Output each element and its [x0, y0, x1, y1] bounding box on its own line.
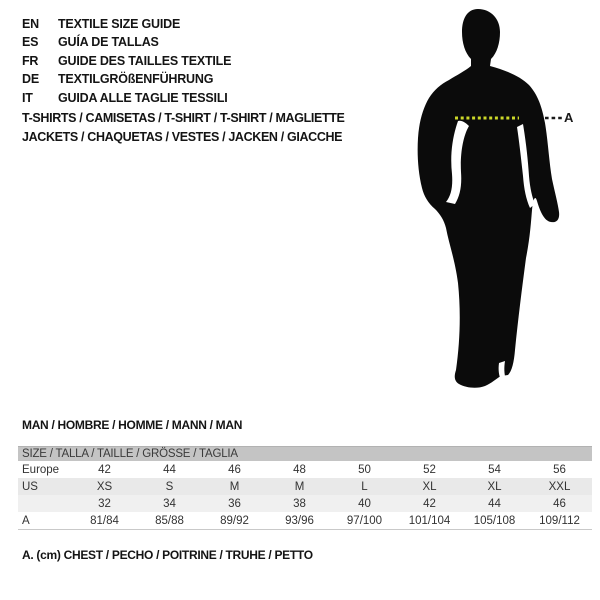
size-cell: XS	[96, 480, 113, 493]
size-cell: 40	[358, 497, 371, 510]
size-cell: 50	[358, 463, 371, 476]
size-cell: M	[294, 480, 305, 493]
category-titles	[22, 109, 345, 146]
lang-row-de	[22, 70, 231, 88]
size-cell: 85/88	[155, 514, 184, 527]
language-guide-list	[22, 15, 231, 107]
size-table	[18, 446, 592, 530]
measurement-figure	[400, 0, 600, 400]
size-cell: M	[229, 480, 240, 493]
size-cell: 38	[293, 497, 306, 510]
size-cell: 97/100	[346, 514, 383, 527]
size-cell: 48	[293, 463, 306, 476]
size-cell: L	[361, 480, 368, 493]
table-row-us	[18, 478, 592, 495]
lang-label: GUÍA DE TALLAS	[58, 35, 159, 50]
lang-label: TEXTILGRÖßENFÜHRUNG	[58, 72, 214, 87]
lang-code: FR	[22, 53, 39, 68]
size-cell: 89/92	[220, 514, 249, 527]
table-row-chest-a	[18, 512, 592, 529]
category-line-jackets: JACKETS / CHAQUETAS / VESTES / JACKEN / GIACCHE	[22, 129, 343, 144]
lang-label: TEXTILE SIZE GUIDE	[58, 17, 181, 31]
size-cell: 46	[553, 497, 566, 510]
lang-row-it	[22, 89, 231, 107]
measure-label-a: A	[564, 110, 574, 125]
size-cell: 105/108	[473, 514, 516, 527]
size-cell: 42	[423, 497, 436, 510]
size-cell: XL	[487, 480, 502, 493]
size-cell: 36	[228, 497, 241, 510]
size-cell: 52	[423, 463, 436, 476]
table-row-uk	[18, 495, 592, 512]
man-body-shape	[418, 9, 560, 388]
row-label: US	[22, 480, 38, 493]
section-title-man: MAN / HOMBRE / HOMME / MANN / MAN	[22, 418, 243, 432]
lang-code: ES	[22, 35, 39, 50]
size-cell: 44	[163, 463, 176, 476]
man-silhouette	[400, 0, 600, 400]
lang-row-fr	[22, 52, 231, 70]
size-cell: 54	[488, 463, 501, 476]
size-table-header: SIZE / TALLA / TAILLE / GRÖSSE / TAGLIA	[18, 446, 592, 461]
measurement-note: A. (cm) CHEST / PECHO / POITRINE / TRUHE / PETTO	[22, 548, 313, 562]
lang-code: EN	[22, 17, 39, 31]
row-label: A	[22, 514, 30, 527]
row-label: Europe	[22, 463, 60, 476]
size-cell: 32	[98, 497, 111, 510]
size-cell: XXL	[548, 480, 571, 493]
table-row-europe	[18, 461, 592, 478]
size-cell: 44	[488, 497, 501, 510]
lang-label: GUIDE DES TAILLES TEXTILE	[58, 53, 232, 68]
lang-code: IT	[22, 90, 33, 105]
size-cell: S	[165, 480, 174, 493]
lang-label: GUIDA ALLE TAGLIE TESSILI	[58, 90, 228, 105]
category-line-tshirts: T-SHIRTS / CAMISETAS / T-SHIRT / T-SHIRT / MAGLIETTE	[22, 111, 345, 125]
size-cell: XL	[422, 480, 437, 493]
size-cell: 93/96	[285, 514, 314, 527]
size-cell: 81/84	[90, 514, 119, 527]
size-cell: 101/104	[408, 514, 451, 527]
lang-code: DE	[22, 72, 39, 87]
lang-row-en	[22, 15, 231, 33]
size-cell: 42	[98, 463, 111, 476]
size-cell: 46	[228, 463, 241, 476]
size-cell: 56	[553, 463, 566, 476]
lang-row-es	[22, 33, 231, 51]
size-cell: 109/112	[539, 514, 580, 527]
size-cell: 34	[163, 497, 176, 510]
